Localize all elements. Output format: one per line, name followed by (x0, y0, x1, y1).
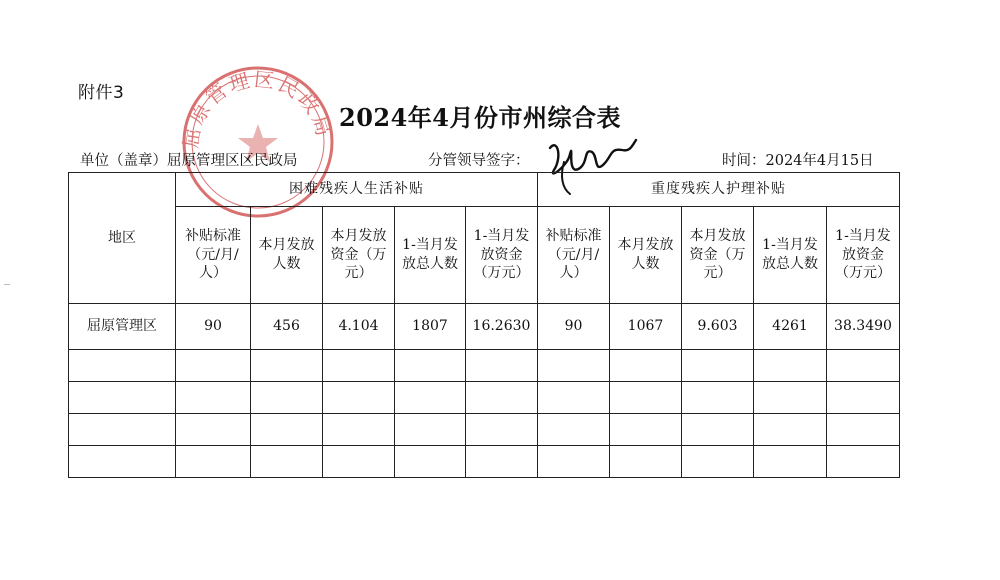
table-row (69, 304, 900, 350)
table-cell (754, 414, 827, 446)
table-cell: 90 (538, 304, 610, 350)
table-cell (538, 446, 610, 478)
table-row (69, 350, 900, 382)
table-cell: 38.3490 (827, 304, 900, 350)
table-cell (176, 350, 251, 382)
table-cell (466, 414, 538, 446)
table-cell (682, 414, 754, 446)
column-header: 本月发放人数 (610, 207, 682, 304)
column-header: 本月发放人数 (251, 207, 323, 304)
table-cell (395, 446, 466, 478)
table-cell: 4261 (754, 304, 827, 350)
column-header: 本月发放资金（万元） (682, 207, 754, 304)
table-cell (827, 382, 900, 414)
column-header: 1-当月发放总人数 (395, 207, 466, 304)
column-header: 补贴标准（元/月/人） (538, 207, 610, 304)
region-header: 地区 (69, 173, 176, 304)
table-cell (754, 446, 827, 478)
table-cell (538, 414, 610, 446)
table-cell (466, 446, 538, 478)
report-title: 2024年4月份市州综合表 (339, 103, 621, 132)
table-cell (69, 414, 176, 446)
table-cell (69, 446, 176, 478)
table-cell (754, 350, 827, 382)
table-cell (610, 414, 682, 446)
signer-label: 分管领导签字： (428, 153, 530, 169)
table-cell (538, 382, 610, 414)
table-cell (69, 382, 176, 414)
region-cell: 屈原管理区 (69, 304, 176, 350)
table-cell (610, 382, 682, 414)
table-cell: 456 (251, 304, 323, 350)
table-cell: 90 (176, 304, 251, 350)
table-cell (682, 350, 754, 382)
table-cell (176, 446, 251, 478)
column-header: 本月发放资金（万元） (323, 207, 395, 304)
table-cell (395, 350, 466, 382)
group-header-difficulty-subsidy: 困难残疾人生活补贴 (176, 173, 538, 207)
table-cell (610, 350, 682, 382)
column-header: 1-当月发放资金（万元） (466, 207, 538, 304)
table-cell (323, 382, 395, 414)
table-cell (395, 382, 466, 414)
table-row (69, 382, 900, 414)
table-cell (323, 446, 395, 478)
table-cell: 1807 (395, 304, 466, 350)
report-table (68, 172, 900, 478)
svg-text:屈原管理区民政局: 屈原管理区民政局 (178, 66, 337, 150)
table-cell (323, 350, 395, 382)
table-row (69, 446, 900, 478)
table-cell (323, 414, 395, 446)
table-cell (754, 382, 827, 414)
unit-label: 单位（盖章）屈原管理区区民政局 (80, 153, 298, 169)
table-cell (251, 382, 323, 414)
date-label: 时间：2024年4月15日 (722, 153, 874, 169)
table-cell (251, 446, 323, 478)
table-cell (176, 382, 251, 414)
table-cell (682, 382, 754, 414)
column-header: 补贴标准（元/月/人） (176, 207, 251, 304)
table-cell (251, 350, 323, 382)
table-cell (610, 446, 682, 478)
column-header: 1-当月发放资金（万元） (827, 207, 900, 304)
table-cell: 1067 (610, 304, 682, 350)
table-row (69, 414, 900, 446)
column-header: 1-当月发放总人数 (754, 207, 827, 304)
table-cell: 9.603 (682, 304, 754, 350)
table-cell (827, 446, 900, 478)
table-cell (395, 414, 466, 446)
table-cell (538, 350, 610, 382)
table-cell (827, 350, 900, 382)
table-cell (466, 382, 538, 414)
table-cell (682, 446, 754, 478)
table-cell (69, 350, 176, 382)
table-cell (827, 414, 900, 446)
table-cell: 4.104 (323, 304, 395, 350)
table-cell (251, 414, 323, 446)
attachment-label: 附件3 (78, 83, 125, 103)
table-cell (176, 414, 251, 446)
group-header-care-subsidy: 重度残疾人护理补贴 (538, 173, 900, 207)
scan-edge-mark (4, 284, 10, 285)
table-cell: 16.2630 (466, 304, 538, 350)
table-cell (466, 350, 538, 382)
